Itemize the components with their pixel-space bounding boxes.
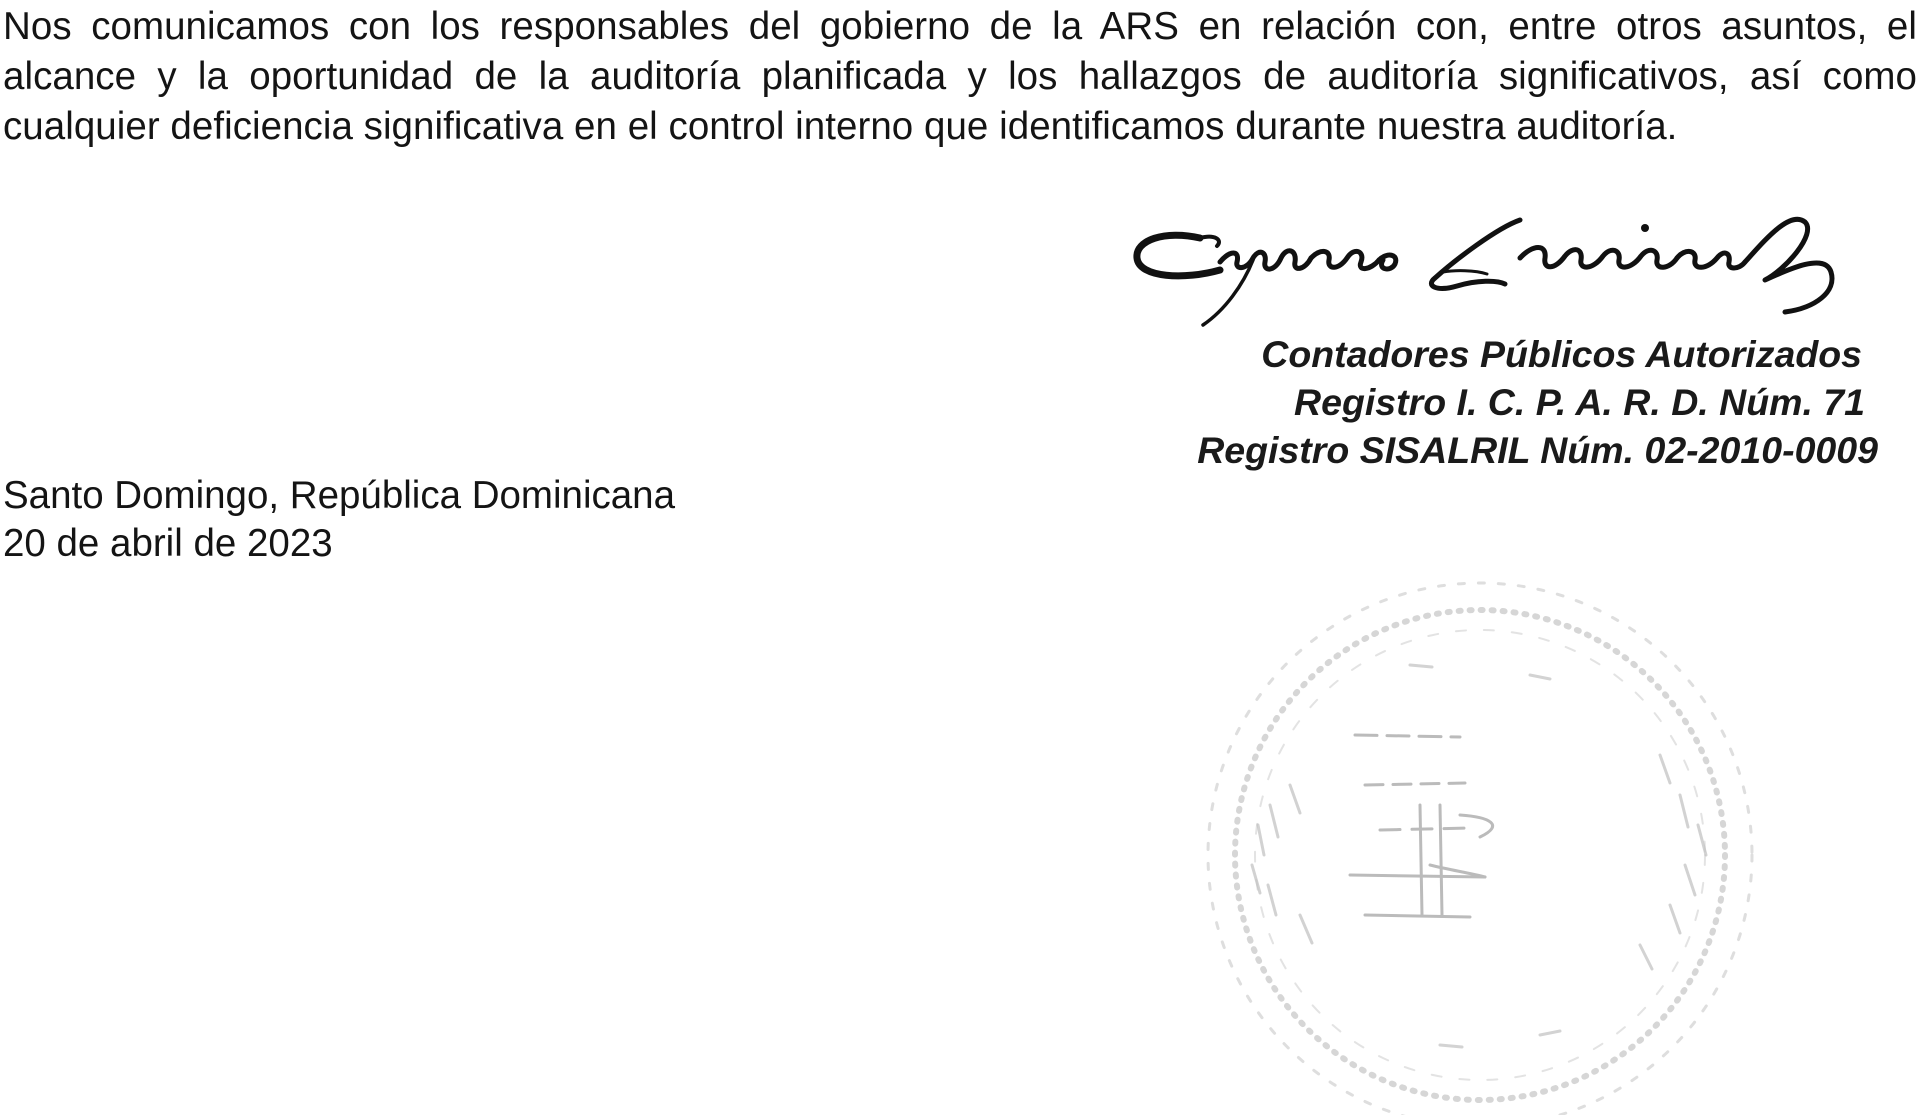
embossed-seal — [1140, 555, 1840, 1115]
place: Santo Domingo, República Dominicana — [3, 474, 675, 517]
date: 20 de abril de 2023 — [3, 522, 333, 565]
signature-block — [1197, 330, 1878, 474]
sisalril-registration: Registro SISALRIL Núm. 02-2010-0009 — [1197, 429, 1878, 471]
firm-title: Contadores Públicos Autorizados — [1261, 333, 1862, 375]
handwritten-signature — [1125, 200, 1920, 330]
body-paragraph: Nos comunicamos con los responsables del gobierno de la ARS en relación con, entre otros asuntos, el alcance y la oportunidad de la auditoría planificada y los hallazgos de auditoría significativos, así como cualquier deficiencia significativa en el control interno que identificamos durante nuestra auditoría. — [3, 5, 1917, 148]
place-and-date — [3, 472, 675, 568]
icpard-registration: Registro I. C. P. A. R. D. Núm. 71 — [1294, 381, 1865, 423]
